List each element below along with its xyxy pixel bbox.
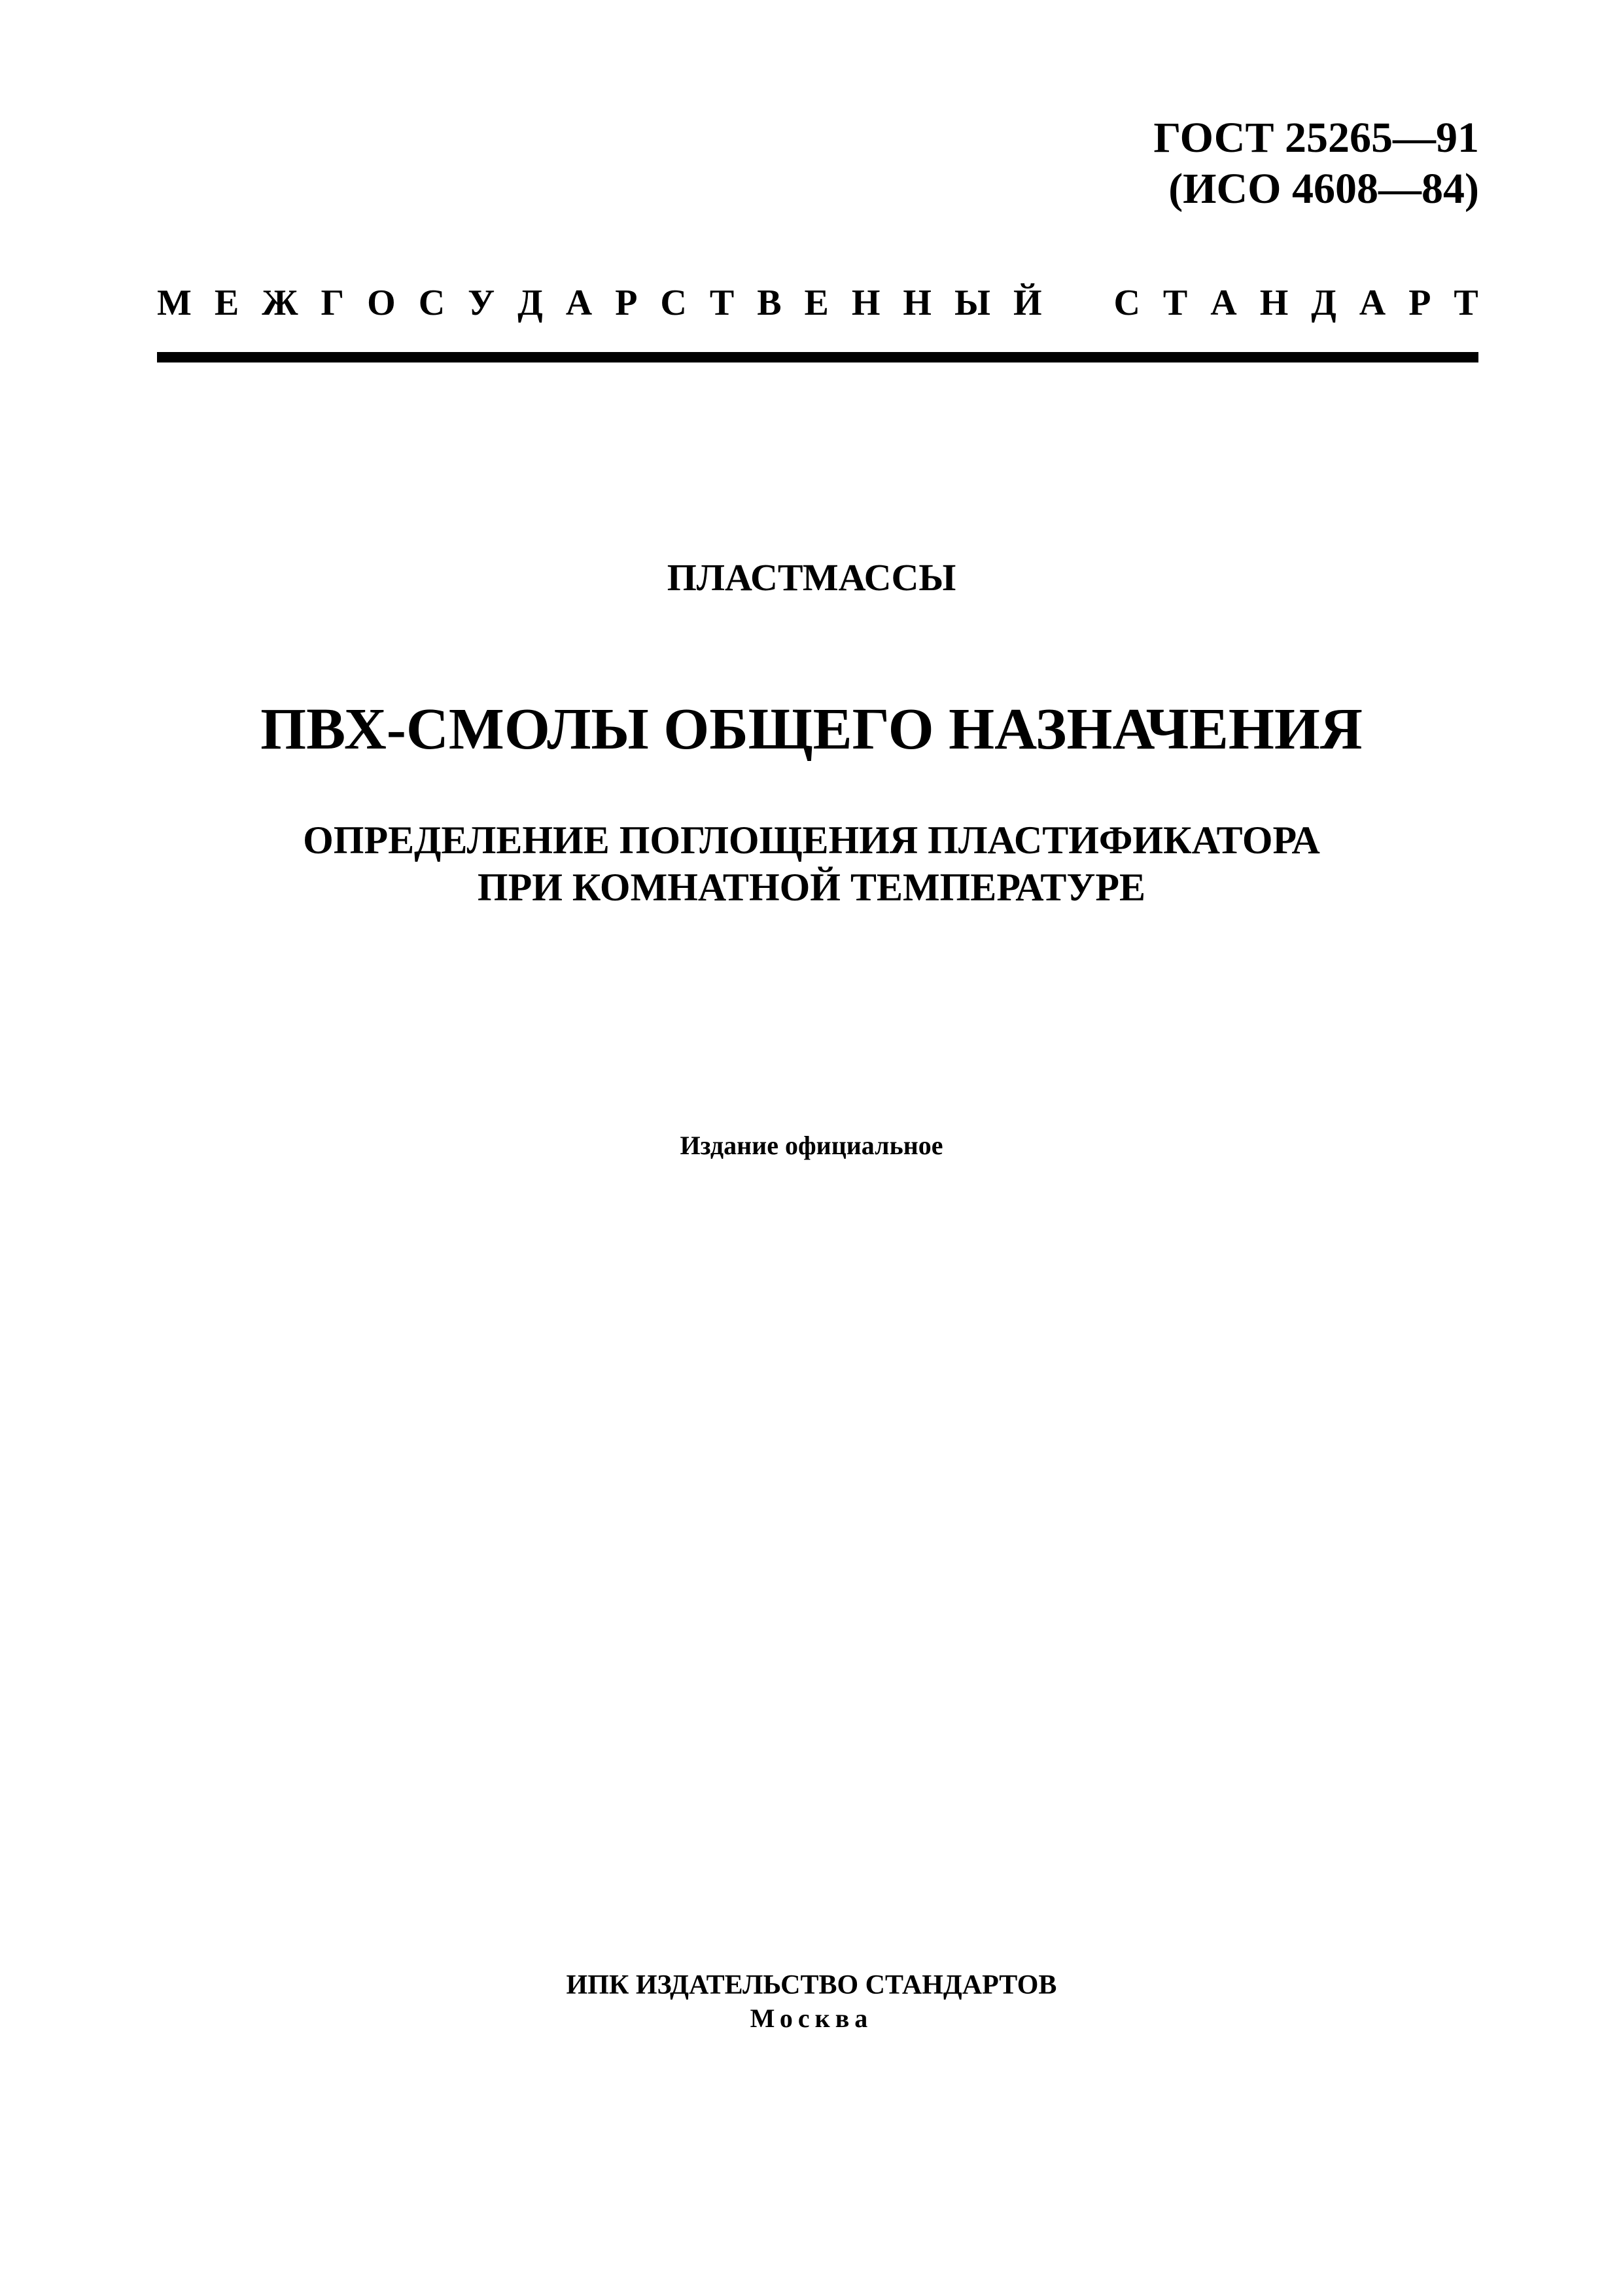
- banner-letter: Н: [851, 283, 881, 323]
- banner-letter: Г: [321, 283, 345, 323]
- document-title: ПВХ-СМОЛЫ ОБЩЕГО НАЗНАЧЕНИЯ: [260, 697, 1363, 762]
- banner-letter: С: [418, 283, 445, 323]
- interstate-standard-banner: [157, 280, 1478, 326]
- banner-letter: А: [1210, 283, 1237, 323]
- document-subtitle: [0, 817, 1623, 911]
- banner-letter: Й: [1013, 283, 1042, 323]
- banner-letter: Ы: [954, 283, 990, 323]
- banner-letter: Е: [214, 283, 239, 323]
- banner-letter: С: [1113, 283, 1140, 323]
- subtitle-line-2: ПРИ КОМНАТНОЙ ТЕМПЕРАТУРЕ: [477, 866, 1146, 909]
- banner-letter: У: [468, 283, 495, 323]
- banner-letter: Р: [1408, 283, 1431, 323]
- banner-letter: О: [367, 283, 396, 323]
- standard-number: ГОСТ 25265—91: [1153, 114, 1479, 162]
- banner-letter: А: [565, 283, 593, 323]
- banner-letter: М: [157, 283, 192, 323]
- iso-equivalent: (ИСО 4608—84): [1168, 165, 1479, 213]
- banner-letter: Р: [615, 283, 638, 323]
- banner-letter: Д: [517, 283, 543, 323]
- document-topic: ПЛАСТМАССЫ: [667, 556, 956, 599]
- standard-number-block: [1153, 113, 1479, 215]
- banner-letter: Е: [804, 283, 829, 323]
- banner-letter: Н: [1259, 283, 1289, 323]
- banner-letter: Т: [1454, 283, 1478, 323]
- banner-letter: А: [1359, 283, 1386, 323]
- banner-letter: В: [757, 283, 782, 323]
- publisher: ИПК ИЗДАТЕЛЬСТВО СТАНДАРТОВ: [566, 1970, 1057, 2000]
- publisher-city: Москва: [750, 2004, 873, 2033]
- banner-letter: Н: [903, 283, 932, 323]
- banner-letter: Т: [1162, 283, 1188, 323]
- edition-note: Издание официальное: [680, 1131, 943, 1160]
- banner-letter: Ж: [262, 283, 298, 323]
- banner-letter: С: [660, 283, 687, 323]
- header-rule: [157, 352, 1478, 362]
- subtitle-line-1: ОПРЕДЕЛЕНИЕ ПОГЛОЩЕНИЯ ПЛАСТИФИКАТОРА: [303, 819, 1320, 862]
- banner-letter: Д: [1311, 283, 1336, 323]
- banner-letter: Т: [709, 283, 735, 323]
- banner-word-gap: [1065, 280, 1091, 326]
